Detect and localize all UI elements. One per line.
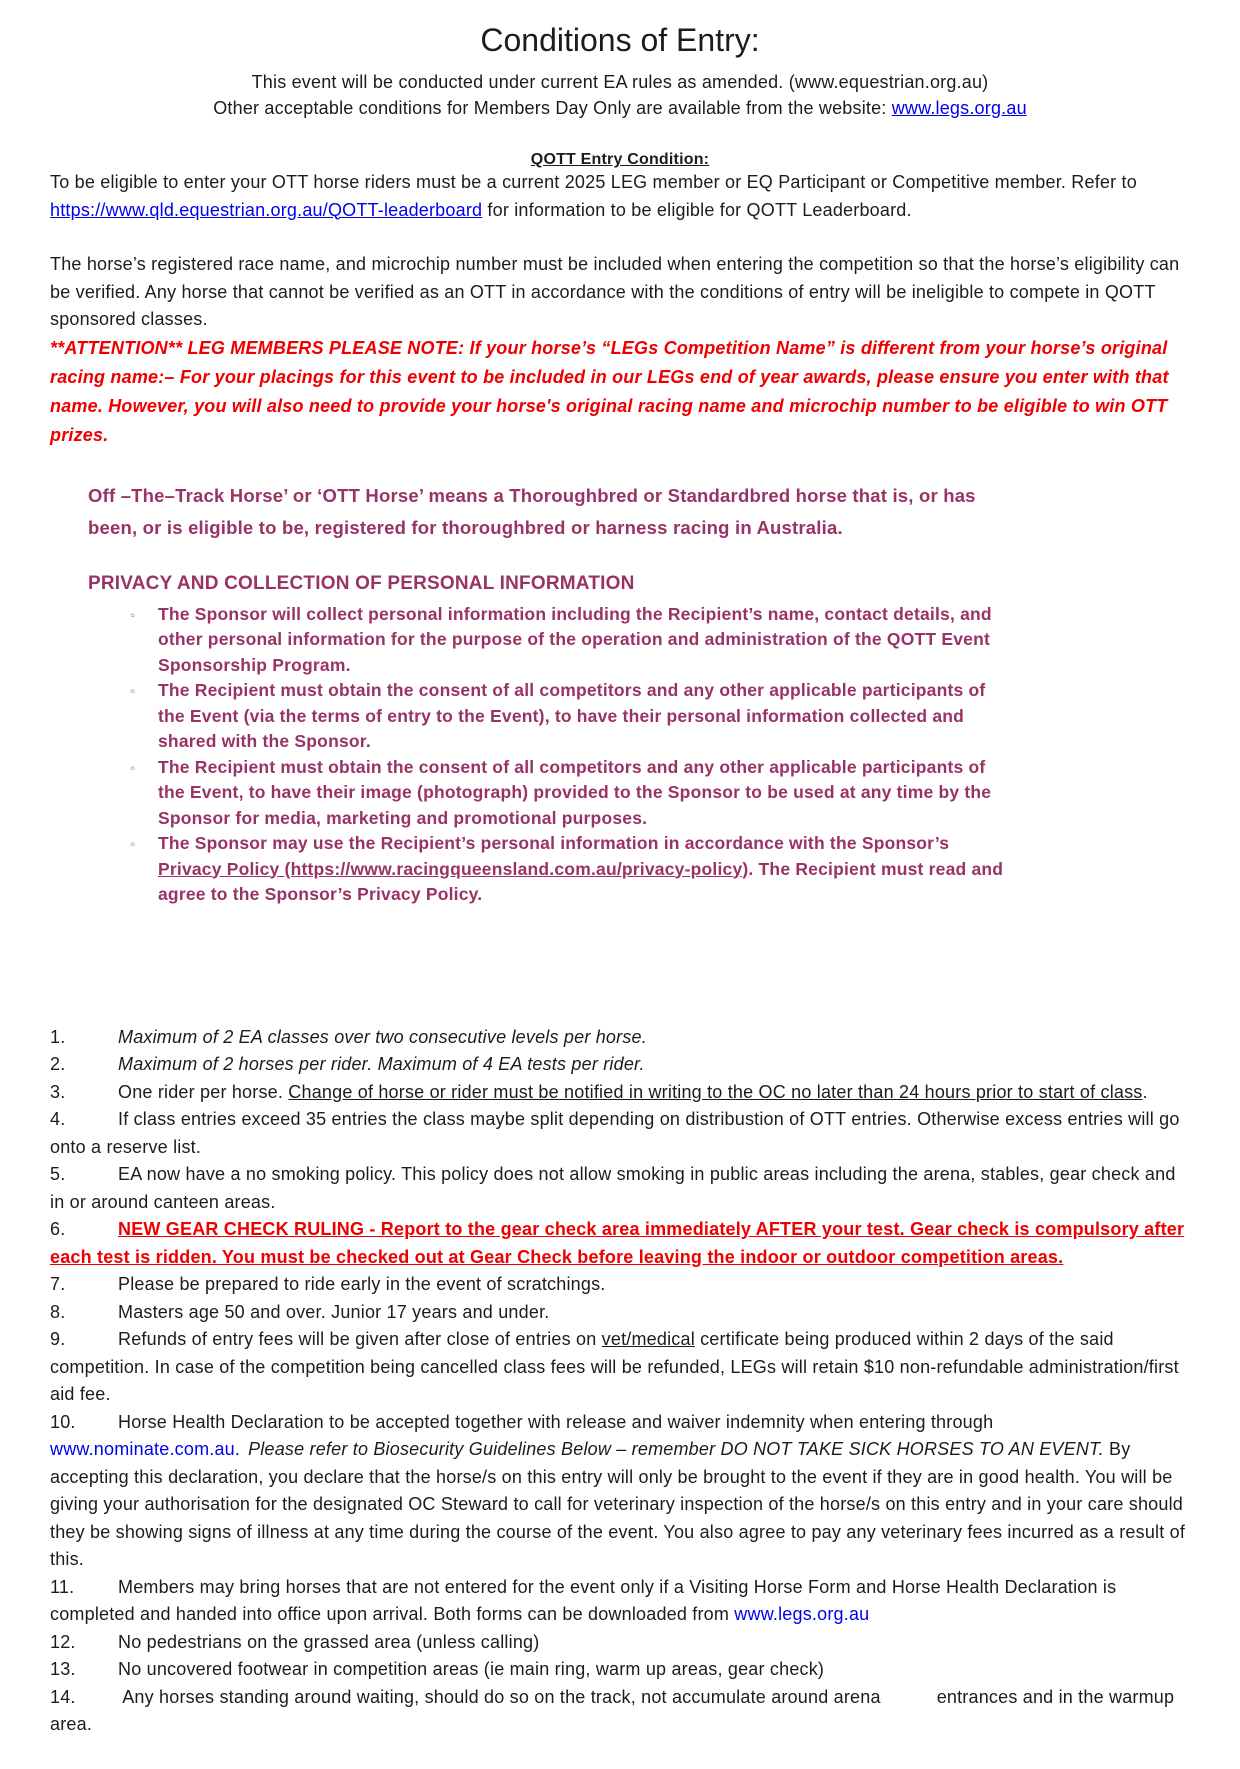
privacy-bullet-text-end: . The Recipient must read and agree to the Sponsor’s Privacy Policy.	[158, 858, 1004, 904]
condition-item-3	[50, 1079, 1190, 1107]
condition-text-end: entrances and in the warmup area.	[50, 1686, 1175, 1734]
condition-text-end: By accepting this declaration, you declare that the horse/s on this entry will only be brought to the event if they are in good health. You will be giving your authorisation for the designated OC Steward to call for veterinary inspection of the horse/s on this entry and in your care should they be showing signs of illness at any time during the course of the event. You also agree to pay any veterinary fees incurred as a result of this.	[50, 1439, 1186, 1569]
condition-text: Please be prepared to ride early in the event of scratchings.	[118, 1274, 606, 1294]
numbered-conditions-list	[50, 1024, 1190, 1739]
privacy-policy-link[interactable]: Privacy Policy (https://www.racingqueensland.com.au/privacy-policy)	[158, 858, 749, 879]
condition-number: 9.	[50, 1329, 66, 1349]
condition-number: 14.	[50, 1686, 76, 1707]
condition-text: Masters age 50 and over. Junior 17 years and under.	[118, 1301, 550, 1322]
condition-item-10	[50, 1409, 1190, 1574]
condition-item-13	[50, 1656, 1190, 1684]
condition-number: 10.	[50, 1411, 76, 1432]
legs-website-link[interactable]: www.legs.org.au	[891, 98, 1027, 118]
condition-text: Any horses standing around waiting, should do so on the track, not accumulate around arena	[118, 1686, 881, 1707]
qott-paragraph-text-end: for information to be eligible for QOTT Leaderboard.	[482, 199, 912, 220]
condition-text: Maximum of 2 horses per rider. Maximum of 4 EA tests per rider.	[118, 1054, 645, 1074]
privacy-section-heading: PRIVACY AND COLLECTION OF PERSONAL INFORMATION	[88, 572, 635, 594]
condition-item-11	[50, 1574, 1190, 1629]
privacy-bullet-list	[50, 602, 1010, 908]
legs-forms-link[interactable]: www.legs.org.au	[734, 1604, 870, 1624]
condition-item-7	[50, 1271, 1190, 1299]
gear-check-ruling-text: NEW GEAR CHECK RULING - Report to the gear check area immediately AFTER your test. Gear check is compulsory after each test is ridden. You must be checked out at Gear Check before leaving the indoor or outdoor competition areas.	[50, 1219, 1185, 1267]
condition-text: One rider per horse.	[118, 1081, 289, 1102]
privacy-bullet-privacy-policy	[158, 831, 1010, 908]
condition-number: 4.	[50, 1109, 66, 1129]
condition-text-end: certificate being produced within 2 days of the said competition. In case of the competition being cancelled class fees will be refunded, LEGs will retain $10 non-refundable administration/first aid fee.	[50, 1329, 1179, 1404]
ott-horse-definition: Off –The–Track Horse’ or ‘OTT Horse’ means a Thoroughbred or Standardbred horse that is, or has been, or is eligible to be, registered for thoroughbred or harness racing in Australia.	[88, 484, 976, 538]
privacy-bullet-consent-image: ◦ The Recipient must obtain the consent of all competitors and any other applicable participants of the Event, to have their image (photograph) provided to the Sponsor to be used at any time by the Sponsor for media, marketing and promotional purposes.	[158, 755, 1010, 832]
condition-text: If class entries exceed 35 entries the class maybe split depending on distribustion of OTT entries. Otherwise excess entries will go onto a reserve list.	[50, 1109, 1180, 1157]
condition-text: EA now have a no smoking policy. This policy does not allow smoking in public areas including the arena, stables, gear check and in or around canteen areas.	[50, 1164, 1176, 1212]
qott-entry-condition-heading: QOTT Entry Condition:	[530, 151, 710, 168]
condition-item-5	[50, 1161, 1190, 1216]
qott-leaderboard-link[interactable]: https://www.qld.equestrian.org.au/QOTT-leaderboard	[50, 199, 483, 220]
condition-text: Maximum of 2 EA classes over two consecutive levels per horse.	[118, 1026, 647, 1047]
condition-number: 11.	[50, 1576, 75, 1597]
condition-item-1	[50, 1024, 1190, 1052]
condition-number: 12.	[50, 1631, 76, 1652]
condition-text-underlined: vet/medical	[601, 1329, 695, 1349]
condition-number: 2.	[50, 1054, 66, 1074]
condition-number: 8.	[50, 1301, 66, 1322]
nominate-website-link[interactable]: www.nominate.com.au.	[50, 1439, 241, 1459]
condition-text: Refunds of entry fees will be given after close of entries on	[118, 1329, 602, 1349]
condition-item-14	[50, 1684, 1190, 1739]
race-name-paragraph: The horse’s registered race name, and microchip number must be included when entering the competition so that the horse’s eligibility can be verified. Any horse that cannot be verified as an OTT in accordance with the conditions of entry will be ineligible to compete in QOTT sponsored classes.	[50, 254, 1180, 329]
condition-text: No pedestrians on the grassed area (unless calling)	[118, 1631, 540, 1652]
attention-note: **ATTENTION** LEG MEMBERS PLEASE NOTE: If your horse’s “LEGs Competition Name” is different from your horse’s original racing name:– For your placings for this event to be included in our LEGs end of year awards, please ensure you enter with that name. However, you will also need to provide your horse's original racing name and microchip number to be eligible to win OTT prizes.	[50, 337, 1169, 445]
intro-line-2	[50, 95, 1190, 121]
page-title: Conditions of Entry:	[480, 22, 760, 58]
condition-number: 13.	[50, 1659, 76, 1679]
intro-line-1: This event will be conducted under current EA rules as amended. (www.equestrian.org.au)	[251, 72, 989, 92]
condition-number: 3.	[50, 1081, 66, 1102]
qott-eligibility-paragraph	[50, 169, 1190, 224]
privacy-bullet-sponsor-collect: ◦ The Sponsor will collect personal information including the Recipient’s name, contact details, and other personal information for the purpose of the operation and administration of the QOTT Event Sponsorship Program.	[158, 602, 1010, 679]
condition-text-end: .	[1142, 1081, 1148, 1102]
condition-number: 1.	[50, 1026, 66, 1047]
privacy-bullet-text: The Sponsor may use the Recipient’s personal information in accordance with the Sponsor’s	[158, 833, 950, 853]
condition-text: No uncovered footwear in competition areas (ie main ring, warm up areas, gear check)	[118, 1659, 825, 1679]
condition-text: Horse Health Declaration to be accepted together with release and waiver indemnity when entering through	[118, 1411, 994, 1432]
condition-number: 7.	[50, 1274, 66, 1294]
condition-number: 5.	[50, 1164, 66, 1184]
condition-item-4	[50, 1106, 1190, 1161]
condition-item-6	[50, 1216, 1190, 1271]
privacy-bullet-consent-personal-info: ◦ The Recipient must obtain the consent of all competitors and any other applicable participants of the Event (via the terms of entry to the Event), to have their personal information collected and shared with the Sponsor.	[158, 678, 1010, 755]
condition-text: Members may bring horses that are not entered for the event only if a Visiting Horse Form and Horse Health Declaration is completed and handed into office upon arrival. Both forms can be downloaded from	[50, 1576, 1117, 1624]
condition-item-8	[50, 1299, 1190, 1327]
biosecurity-note-italic: Please refer to Biosecurity Guidelines Below – remember DO NOT TAKE SICK HORSES TO AN EVENT.	[248, 1439, 1104, 1459]
condition-item-9	[50, 1326, 1190, 1409]
intro-line-2-text: Other acceptable conditions for Members Day Only are available from the website:	[213, 98, 892, 118]
condition-number: 6.	[50, 1219, 66, 1239]
condition-item-2	[50, 1051, 1190, 1079]
condition-item-12	[50, 1629, 1190, 1657]
condition-text-underlined: Change of horse or rider must be notified in writing to the OC no later than 24 hours prior to start of class	[288, 1081, 1143, 1102]
qott-paragraph-text: To be eligible to enter your OTT horse riders must be a current 2025 LEG member or EQ Participant or Competitive member. Refer to	[50, 172, 1137, 192]
